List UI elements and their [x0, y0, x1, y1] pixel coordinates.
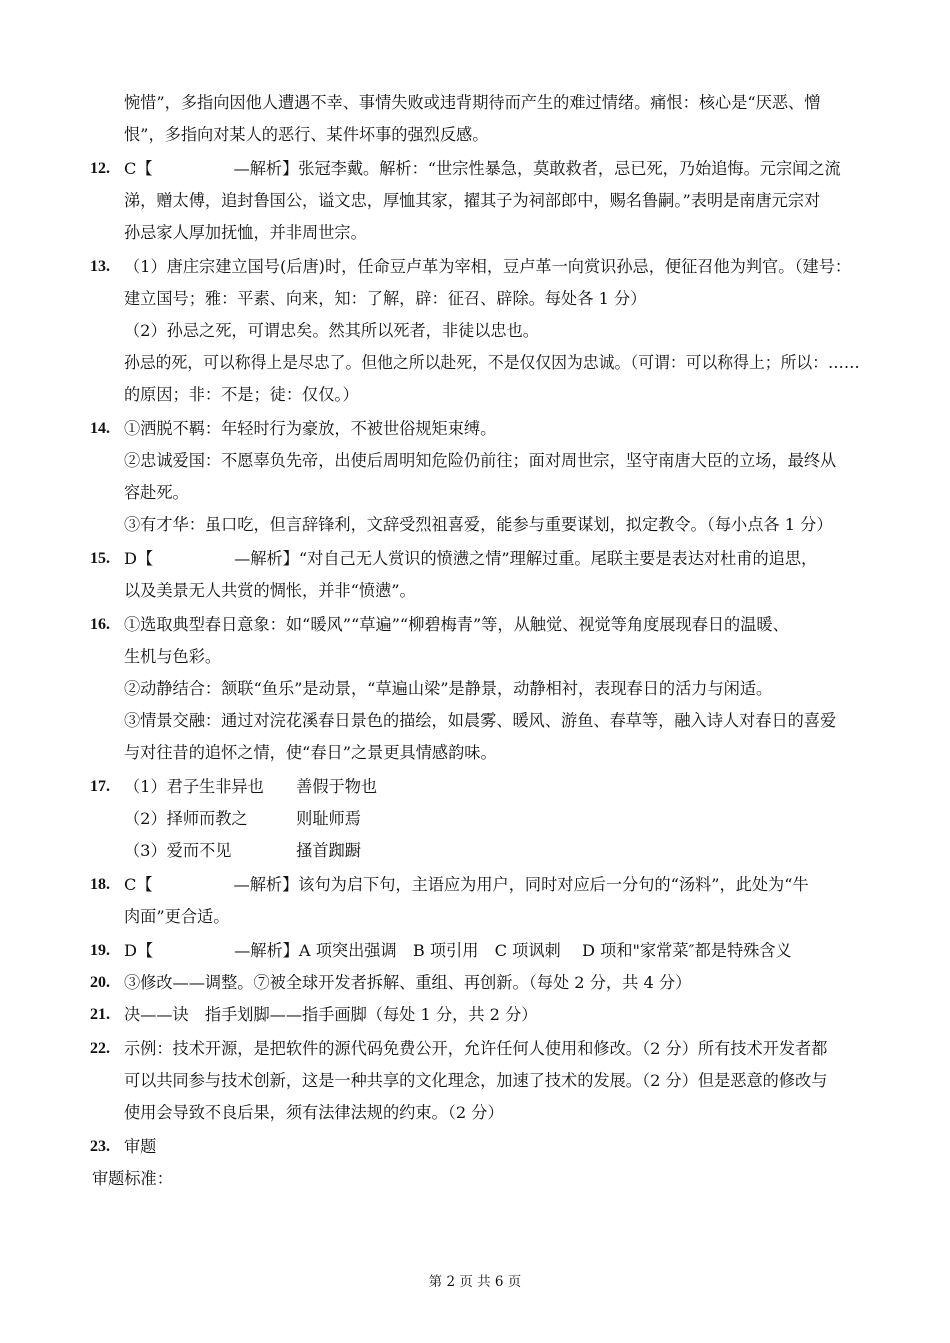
text-line: 与对往昔的追怀之情，使“春日”之景更具情感韵味。	[124, 743, 497, 762]
question-number: 20.	[90, 974, 110, 991]
text-line: （2）孙忌之死，可谓忠矣。然其所以死者，非徒以忠也。	[124, 321, 539, 340]
text-line: ②忠诚爱国：不愿辜负先帝，出使后周明知危险仍前往；面对周世宗，坚守南唐大臣的立场，最终从	[124, 451, 837, 470]
text-line: 审题	[124, 1137, 157, 1156]
text-line: 孙忌家人厚加抚恤，并非周世宗。	[124, 223, 367, 242]
text-line: 涕，赠太傅，追封鲁国公，谥文忠，厚恤其家，擢其子为祠部郎中，赐名鲁嗣。”表明是南唐元宗对	[124, 191, 821, 210]
text-line: （1）唐庄宗建立国号(后唐)时，任命豆卢革为宰相，豆卢革一向赏识孙忌，便征召他为判官。（建号：	[124, 257, 852, 276]
text-line: （3）爱而不见 搔首踟蹰	[124, 841, 361, 860]
text-line: 惋惜”，多指向因他人遭遇不幸、事情失败或违背期待而产生的难过情绪。痛恨：核心是“厌恶、憎	[124, 93, 821, 112]
question-number: 23.	[90, 1138, 110, 1155]
text-line: 审题标准：	[92, 1169, 173, 1188]
text-line: D【 —解析】“对自己无人赏识的愤懑之情”理解过重。尾联主要是表达对杜甫的追思，	[124, 549, 818, 568]
text-line: D【 —解析】A 项突出强调 B 项引用 C 项讽刺 D 项和"家常菜″都是特殊含义	[124, 941, 792, 960]
text-line: 决——诀 指手划脚——指手画脚（每处 1 分，共 2 分）	[124, 1005, 538, 1024]
question-number: 14.	[90, 420, 110, 437]
question-number: 22.	[90, 1040, 110, 1057]
text-line: 使用会导致不良后果，须有法律法规的约束。（2 分）	[124, 1103, 504, 1122]
text-line: 生机与色彩。	[124, 647, 222, 666]
text-line: （1）君子生非异也 善假于物也	[124, 777, 378, 796]
question-number: 21.	[90, 1006, 110, 1023]
text-line: ①选取典型春日意象：如“暖风”“草遍”“柳碧梅青”等，从触觉、视觉等角度展现春日的温暖、	[124, 615, 789, 634]
page-footer: 第 2 页 共 6 页	[428, 1274, 522, 1290]
text-line: 可以共同参与技术创新，这是一种共享的文化理念，加速了技术的发展。（2 分）但是恶意的修改与	[124, 1071, 828, 1090]
question-number: 19.	[90, 942, 110, 959]
text-line: 恨”，多指向对某人的恶行、某件坏事的强烈反感。	[124, 125, 489, 144]
text-line: 肉面”更合适。	[124, 907, 230, 926]
text-line: ②动静结合：颔联“鱼乐”是动景，“草遍山梁”是静景，动静相衬，表现春日的活力与闲适。	[124, 679, 773, 698]
text-line: 建立国号；雅：平素、向来，知：了解，辟：征召、辟除。每处各 1 分）	[124, 289, 647, 308]
text-line: 以及美景无人共赏的惆怅，并非“愤懑”。	[124, 581, 416, 600]
question-number: 12.	[90, 160, 110, 177]
text-line: 的原因；非：不是；徒：仅仅。）	[124, 385, 359, 404]
question-number: 15.	[90, 550, 110, 567]
text-line: ③情景交融：通过对浣花溪春日景色的描绘，如晨雾、暖风、游鱼、春草等，融入诗人对春日的喜爱	[124, 711, 837, 730]
question-number: 13.	[90, 258, 110, 275]
text-line: 示例：技术开源，是把软件的源代码免费公开，允许任何人使用和修改。（2 分）所有技术开发者都	[124, 1039, 828, 1058]
text-line: ③有才华：虽口吃，但言辞锋利，文辞受烈祖喜爱，能参与重要谋划，拟定教令。（每小点各 1 分）	[124, 515, 833, 534]
text-line: 孙忌的死，可以称得上是尽忠了。但他之所以赴死，不是仅仅因为忠诚。（可谓：可以称得上；所以：……	[124, 353, 860, 372]
text-line: C【 —解析】该句为启下句，主语应为用户，同时对应后一分句的“汤料”，此处为“牛	[124, 875, 809, 894]
text-line: C【 —解析】张冠李戴。解析：“世宗性暴急，莫敢救者，忌已死，乃始追悔。元宗闻之流	[124, 159, 841, 178]
text-line: （2）择师而教之 则耻师焉	[124, 809, 361, 828]
question-number: 17.	[90, 778, 110, 795]
question-number: 16.	[90, 616, 110, 633]
text-line: ③修改——调整。⑦被全球开发者拆解、重组、再创新。（每处 2 分，共 4 分）	[124, 973, 692, 992]
text-line: 容赴死。	[124, 483, 189, 502]
text-line: ①洒脱不羁：年轻时行为豪放，不被世俗规矩束缚。	[124, 419, 497, 438]
question-number: 18.	[90, 876, 110, 893]
